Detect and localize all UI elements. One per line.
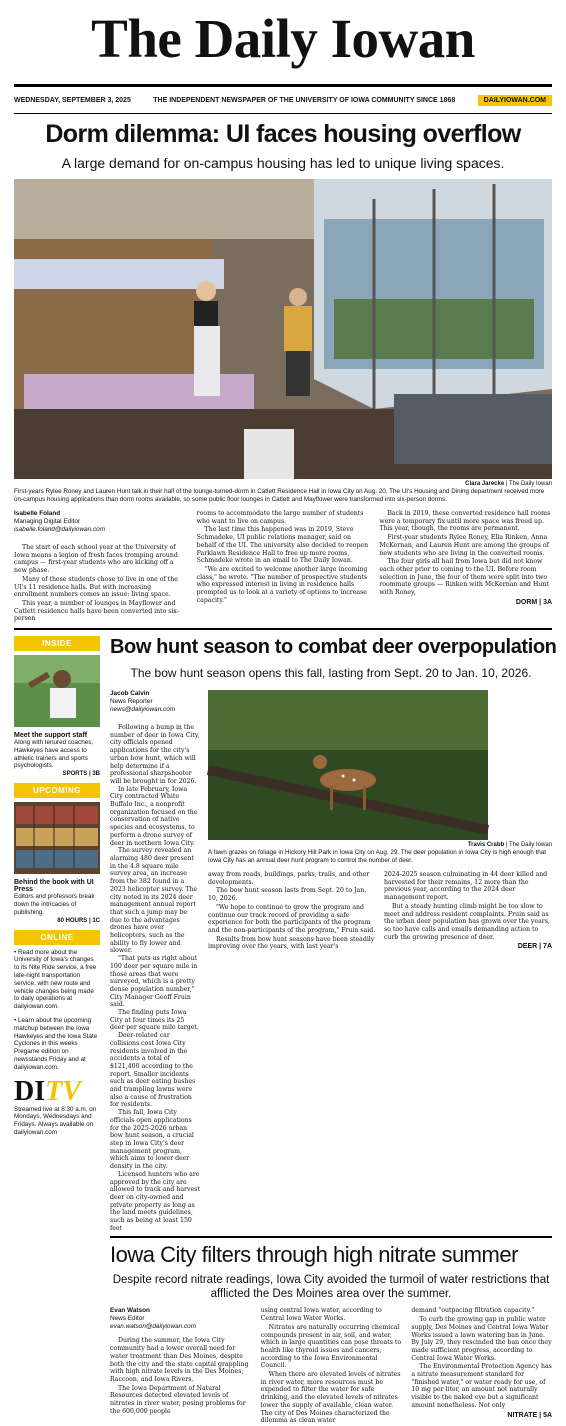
story-deer-byline: Jacob Calvin News Reporter news@dailyiowan.com <box>110 690 176 714</box>
story-deer-dek: The bow hunt season opens this fall, lasting from Sept. 20 to Jan. 10, 2026. <box>130 666 532 681</box>
story-nitrate-byline: Evan Watson News Editor evan.watson@dailyiowan.com <box>110 1307 197 1331</box>
upcoming-title[interactable]: Behind the book with UI Press <box>14 879 94 894</box>
upcoming-text: Editors and professors break down the intricacies of publishing. <box>14 893 95 916</box>
upcoming-label: UPCOMING <box>14 783 100 798</box>
story-nitrate-body: Evan Watson News Editor evan.watson@dailyiowan.com During the summer, the Iowa City community had a lower overall need for water treatment than Des Moines, despite both the city and the state capital grappling with high nitrate levels in the Des Moines, Raccoon, and Iowa Rivers. The Iowa Department of Natural Resources detected elevated levels of nitrates in river water, posing problems for the 600,000 people using central Iowa water, according to Central Iowa Water Works. Nitrates are naturally occurring chemical compounds present in air, soil, and water, which in large quantities can pose threats to health like thyroid issues and cancers, according to the Iowa Environmental Council. When there are elevated levels of nitrates in river water, more resources must be expended to filter the water for safe drinking, and the elevated levels of nitrates lower the supply of available, clean water. The city of Des Moines characterized the dilemma as clean water demand "outpacing filtration capacity." To curb the growing gap in public water supply, Des Moines and Central Iowa Water Works issued a lawn watering ban in June. By July 29, they rescinded the ban once they made sufficient progress, according to Central Iowa Water Works. The Environmental Protection Agency has a nitrate measurement standard for "finished water," or water ready for use, of 10 mg per liter, an amount not naturally visible to the naked eye but a significant amount nonetheless. Not only NITRATE | 5A <box>110 1307 553 1425</box>
story-nitrate-jump[interactable]: NITRATE | 5A <box>507 1411 553 1419</box>
ditv-promo[interactable] <box>14 1075 100 1137</box>
coach-photo[interactable] <box>14 655 100 727</box>
bookshelf-photo[interactable] <box>14 802 100 874</box>
story-nitrate-dek: Despite record nitrate readings, Iowa City avoided the turmoil of water restrictions that afflicted the Des Moines area over the summer. <box>112 1274 550 1301</box>
divider <box>110 1236 552 1238</box>
online-list <box>14 949 100 1072</box>
online-item[interactable]: • Learn about the upcoming matchup between the Iowa Hawkeyes and the Iowa State Cyclones in this weeks Pregame edition on newsstands Friday and at dailyiowan.com. <box>14 1017 100 1072</box>
story-dorm-dek: A large demand for on-campus housing has led to unique living spaces. <box>61 155 505 171</box>
story-deer-left-col: Jacob Calvin News Reporter news@dailyiowan.com Following a bump in the number of deer in Iowa City, city officials opened applications for the city's urban bow hunt, which will help determine if a professional sharpshooter will be brought in for 2026. In late February, Iowa City contracted White Buffalo Inc., a nonprofit organization focused on the conservation of native species and ecosystems, to perform a drone survey of deer in northern Iowa City. The survey revealed an alarming 480 deer present in the 4.8 square mile survey area, an increase from the 382 found in a 2023 helicopter survey. The city noted in its 2024 deer management annual report that such a jump may be due to the advantages drones have over helicopters, such as the ability to fly lower and slower. "That puts us right about 100 deer per square mile in those areas that were surveyed, which is a pretty dense population number," City Manager Geoff Fruin said. The finding puts Iowa City at four times its 25 deer per square mile target. Deer-related car collisions cost Iowa City residents involved in the accidents a total of $121,400 according to the report. Smaller incidents such as deer eating bushes and trampling lawns were also a cause of frustration for residents. This fall, Iowa City officials open applications for the 2025-2026 urban bow hunt season, a crucial step in Iowa City's deer management program, which aims to lower deer density in the city. Licensed hunters who are approved by the city are allowed to track and harvest deer on city-owned and private property as long as the land meets guidelines, such as being at least 150 feet <box>110 690 200 1232</box>
nameplate[interactable]: The Daily Iowan <box>91 8 475 69</box>
fawn-photo-credit: Travis Crabb | The Daily Iowan <box>467 842 552 849</box>
divider <box>14 628 552 630</box>
story-dorm <box>14 114 552 624</box>
ditv-logo: DITV <box>14 1075 81 1107</box>
inside-title[interactable]: Meet the support staff <box>14 732 88 740</box>
dateline-bar <box>14 84 552 114</box>
story-dorm-body <box>14 510 552 624</box>
story-dorm-col-1: Isabelle Foland Managing Digital Editor isabelle.foland@dailyiowan.com The start of each school year at the University of Iowa means a legion of fresh faces tromping around campus — first-year students who are kicking off a new phase. Many of these students chose to live in one of the UI's 11 residence halls. But with increasing enrollment numbers comes an issue: living space. This year, a number of lounges in Mayflower and Catlett residence halls have been converted into six-person <box>14 510 187 624</box>
middle-section <box>14 636 557 1426</box>
inside-ref[interactable]: SPORTS | 3B <box>62 771 100 778</box>
story-deer <box>110 636 557 1232</box>
story-deer-jump[interactable]: DEER | 7A <box>517 943 552 951</box>
ditv-text: Streamed live at 8:30 a.m. on Mondays, Wednesdays and Fridays. Always available on dailyiowan.com <box>14 1105 97 1136</box>
story-dorm-jump[interactable]: DORM | 3A <box>515 598 553 606</box>
story-dorm-col-3: Back in 2019, these converted residence hall rooms were a temporary fix until more space was freed up. This year, though, the rooms are permanent. First-year students Rylee Roney, Ella Rinken, Anna McKernan, and Lauren Hunt are among the groups of new students who are living in the converted rooms. The four girls all hail from Iowa but did not know each other prior to coming to the UI. Before room selection in June, the four of them were split into two roommate groups — Rinken with McKernan and Hunt with Roney, DORM | 3A <box>379 510 553 606</box>
story-dorm-byline: Isabelle Foland Managing Digital Editor isabelle.foland@dailyiowan.com <box>14 510 106 533</box>
story-nitrate-headline[interactable]: Iowa City filters through high nitrate summer <box>110 1242 518 1268</box>
issue-date: WEDNESDAY, SEPTEMBER 3, 2025 <box>14 96 131 104</box>
story-nitrate <box>110 1242 552 1426</box>
inside-text: Along with tenured coaches, Hawkeyes have access to athletic trainers and sports psychologists. <box>14 739 94 770</box>
dorm-photo-credit: Clara Jarecke | The Daily Iowan <box>465 481 552 487</box>
story-deer-headline[interactable]: Bow hunt season to combat deer overpopulation <box>110 636 557 659</box>
dorm-room-illustration <box>14 179 552 479</box>
story-dorm-col-2: rooms to accommodate the large number of students who want to live on campus. The last time this happened was in 2019, Steve Schmadeke, UI public relations manager, said on behalf of the UI. The university also decided to reopen Parklawn Residence Hall to free up more rooms, Schmadeke wrote in an email to The Daily Iowan. "We are excited to welcome another large incoming class," he wrote. "The number of prospective students who expressed interest in living in residence halls prompted us to look at a variety of options to increase capacity." <box>196 510 369 604</box>
fawn-photo-caption: A fawn grazes on foliage in Hickory Hill Park in Iowa City on Aug. 29. The deer population in Iowa City is high enough that Iowa City has an annual deer hunt program to control the number of deer. <box>208 849 547 865</box>
dorm-photo-caption: First-years Rylee Roney and Lauren Hunt talk in their half of the lounge-turned-dorm in Catlett Residence Hall in Iowa City on Aug. 20. The UI's Housing and Dining department received more on-campus housing applications than dorm rooms available, so some public floor lounges in Catlett and Mayflower were transformed into six-person dorms. <box>14 488 545 503</box>
fawn-photo[interactable] <box>208 690 488 840</box>
website-link[interactable]: DAILYIOWAN.COM <box>478 95 552 106</box>
upcoming-ref[interactable]: 80 HOURS | 1C <box>57 917 100 924</box>
sidebar <box>14 636 100 1426</box>
dorm-room-photo[interactable] <box>14 179 552 479</box>
masthead <box>14 0 552 114</box>
tagline: THE INDEPENDENT NEWSPAPER OF THE UNIVERSITY OF IOWA COMMUNITY SINCE 1868 <box>153 96 456 104</box>
inside-label: INSIDE <box>14 636 100 651</box>
online-item[interactable]: • Read more about the University of Iowa's changes to its Nite Ride service, a free late-night transportation service, with new route and vehicle changes being made to daily operations at dailyiowan.com. <box>14 949 100 1011</box>
story-dorm-headline[interactable]: Dorm dilemma: UI faces housing overflow <box>45 120 521 148</box>
story-deer-body: away from roads, buildings, parks, trails, and other developments. The bow hunt season lasts from Sept. 20 to Jan. 10, 2026. "We hope to continue to grow the program and continue our track record of providing a safe experience for both the participants of the program and the non-participants of the program," Fruin said. Results from bow hunt seasons have been steadily improving over the years, with last year's 2024-2025 season culminating in 44 deer killed and harvested for their remains, 12 more than the previous year, according to the 2024 deer management report. But a steady hunting climb might be too slow to meet and address resident complaints. Fruin said as the urban deer population has grown over the years, so too have calls and emails demanding action to curb the growing presence of deer. DEER | 7A <box>208 871 552 951</box>
online-label: ONLINE <box>14 930 100 945</box>
